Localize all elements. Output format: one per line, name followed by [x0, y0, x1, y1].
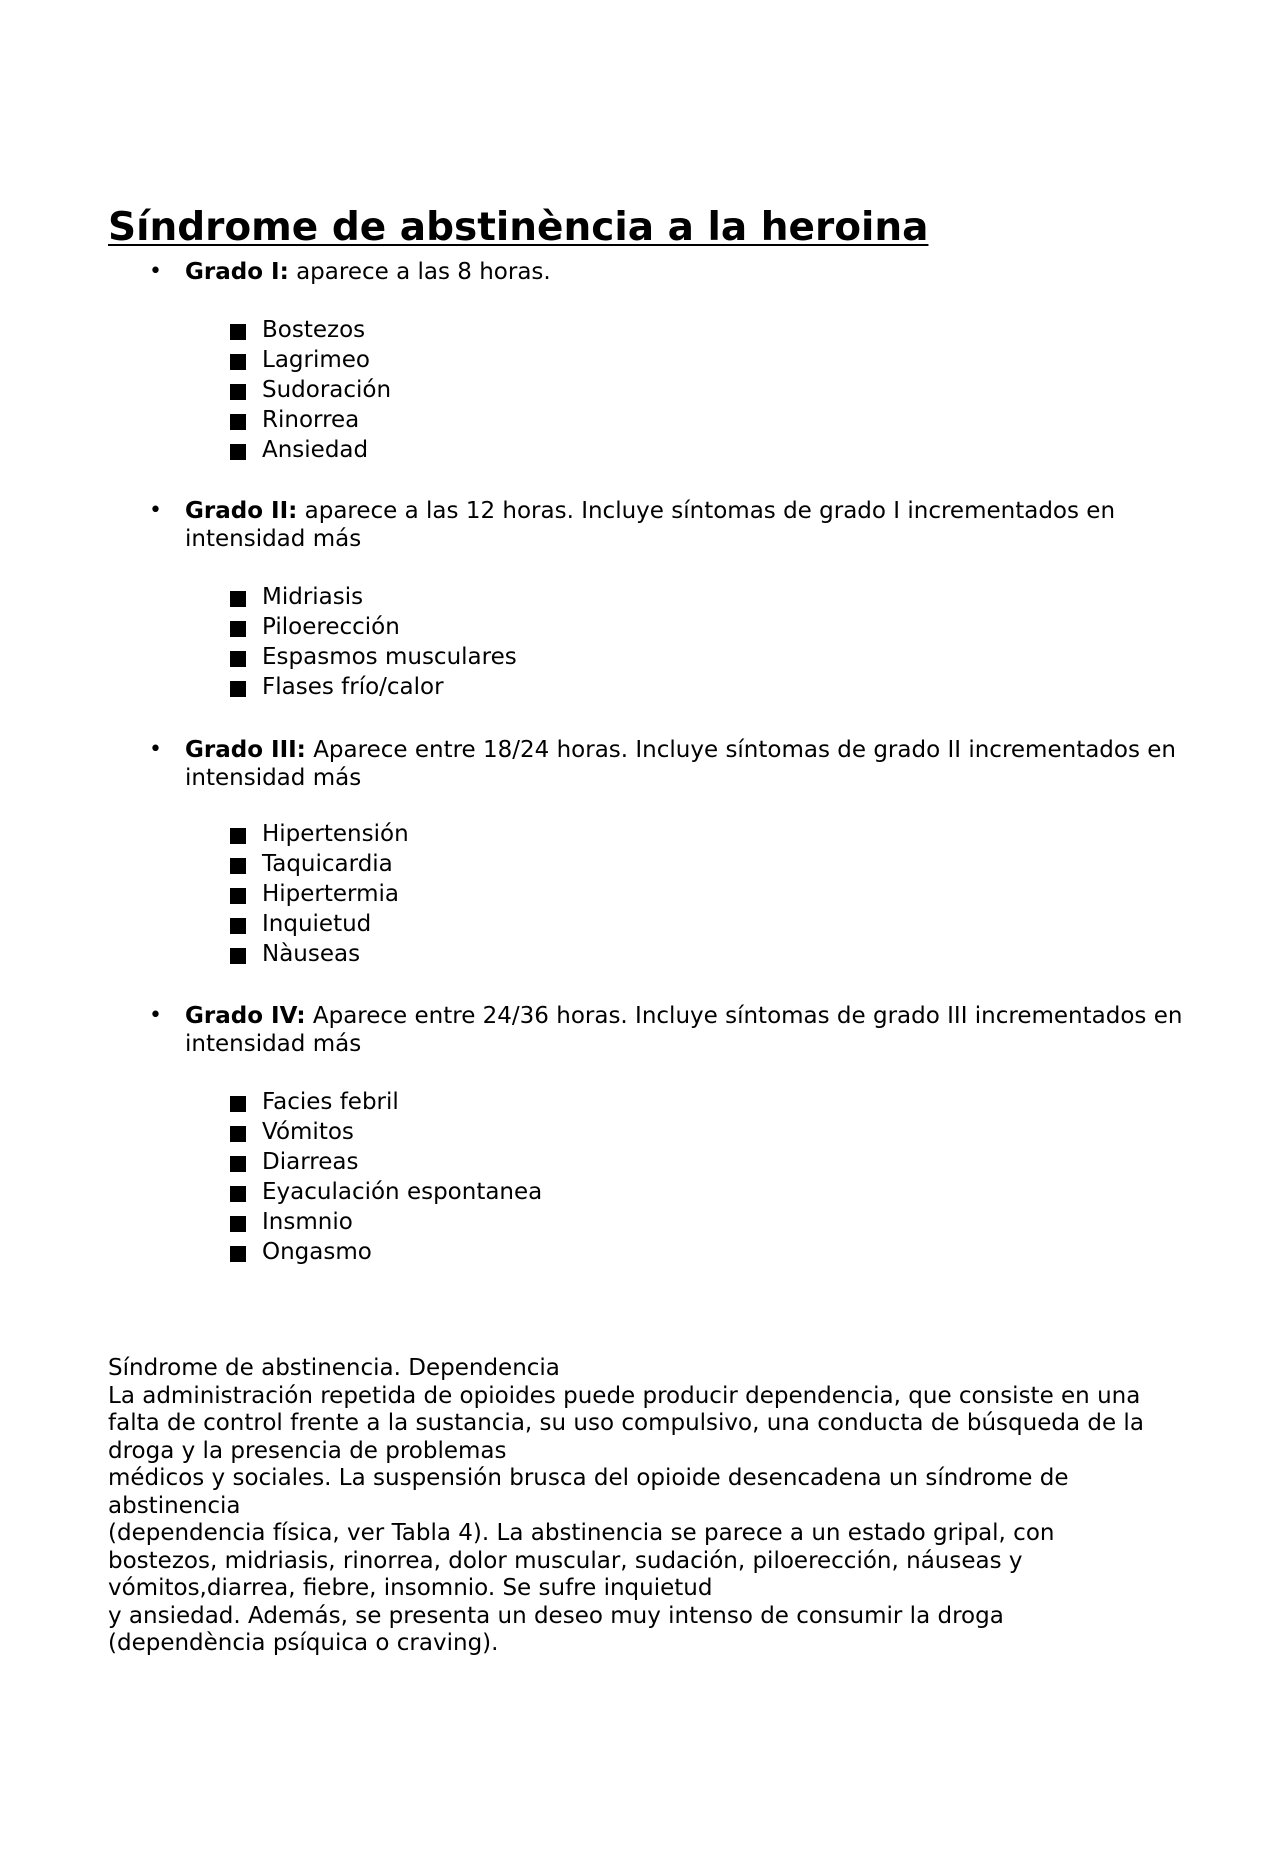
grade-description	[185, 258, 1185, 286]
symptom-label: Ansiedad	[262, 437, 369, 463]
symptom-label: Hipertermia	[262, 881, 400, 907]
symptom-item	[0, 849, 1280, 879]
bullet-icon: •	[149, 737, 162, 762]
paragraph-line: droga y la presencia de problemas	[108, 1437, 507, 1464]
square-bullet-icon	[230, 948, 246, 964]
grade-text: aparece a las 8 horas.	[288, 259, 551, 285]
symptom-item	[0, 672, 1280, 702]
grade-label: Grado II:	[185, 498, 298, 524]
symptom-item	[0, 435, 1280, 465]
grade-text: Aparece entre 24/36 horas. Incluye síntomas de grado III incrementados en intensidad más	[185, 1003, 1183, 1057]
grade-label: Grado III:	[185, 737, 306, 763]
square-bullet-icon	[230, 888, 246, 904]
square-bullet-icon	[230, 1126, 246, 1142]
symptom-label: Eyaculación espontanea	[262, 1179, 543, 1205]
symptom-item	[0, 375, 1280, 405]
symptom-label: Lagrimeo	[262, 347, 370, 373]
symptom-list	[0, 1087, 1280, 1267]
grade-text: Aparece entre 18/24 horas. Incluye síntomas de grado II incrementados en intensidad más	[185, 737, 1176, 791]
bullet-icon: •	[149, 259, 162, 284]
square-bullet-icon	[230, 444, 246, 460]
dependence-paragraph	[108, 1355, 1188, 1658]
square-bullet-icon	[230, 828, 246, 844]
paragraph-line: La administración repetida de opioides puede producir dependencia, que consiste en una	[108, 1382, 1141, 1409]
symptom-label: Sudoración	[262, 377, 392, 403]
symptom-item	[0, 1207, 1280, 1237]
square-bullet-icon	[230, 858, 246, 874]
grade-description	[185, 497, 1185, 553]
symptom-item	[0, 1147, 1280, 1177]
square-bullet-icon	[230, 1156, 246, 1172]
symptom-item	[0, 879, 1280, 909]
symptom-label: Piloerección	[262, 614, 400, 640]
paragraph-line: vómitos,diarrea, fiebre, insomnio. Se sufre inquietud	[108, 1575, 713, 1601]
symptom-list	[0, 819, 1280, 969]
square-bullet-icon	[230, 591, 246, 607]
symptom-list	[0, 582, 1280, 702]
symptom-label: Diarreas	[262, 1149, 359, 1175]
symptom-item	[0, 1117, 1280, 1147]
symptom-item	[0, 1087, 1280, 1117]
square-bullet-icon	[230, 681, 246, 697]
symptom-label: Taquicardia	[262, 851, 393, 877]
square-bullet-icon	[230, 1096, 246, 1112]
symptom-item	[0, 909, 1280, 939]
symptom-item	[0, 819, 1280, 849]
paragraph-line: y ansiedad. Además, se presenta un deseo muy intenso de consumir la droga	[108, 1602, 1004, 1629]
symptom-item	[0, 315, 1280, 345]
symptom-item	[0, 582, 1280, 612]
square-bullet-icon	[230, 354, 246, 370]
symptom-item	[0, 642, 1280, 672]
symptom-item	[0, 612, 1280, 642]
symptom-label: Facies febril	[262, 1089, 399, 1115]
square-bullet-icon	[230, 1186, 246, 1202]
symptom-item	[0, 345, 1280, 375]
grade-label: Grado I:	[185, 259, 289, 285]
symptom-label: Midriasis	[262, 584, 364, 610]
symptom-list	[0, 315, 1280, 465]
bullet-icon: •	[149, 498, 162, 523]
document-title: Síndrome de abstinència a la heroina	[108, 205, 929, 250]
symptom-item	[0, 939, 1280, 969]
grade-label: Grado IV:	[185, 1003, 306, 1029]
square-bullet-icon	[230, 1216, 246, 1232]
symptom-label: Flases frío/calor	[262, 674, 444, 700]
symptom-item	[0, 1177, 1280, 1207]
square-bullet-icon	[230, 384, 246, 400]
symptom-label: Espasmos musculares	[262, 644, 517, 670]
symptom-item	[0, 1237, 1280, 1267]
symptom-label: Bostezos	[262, 317, 366, 343]
symptom-label: Nàuseas	[262, 941, 361, 967]
grade-description	[185, 1002, 1185, 1058]
bullet-icon: •	[149, 1003, 162, 1028]
grade-description	[185, 736, 1185, 792]
square-bullet-icon	[230, 324, 246, 340]
symptom-label: Ongasmo	[262, 1239, 372, 1265]
symptom-label: Vómitos	[262, 1119, 354, 1145]
symptom-item	[0, 405, 1280, 435]
square-bullet-icon	[230, 621, 246, 637]
paragraph-line: (dependencia física, ver Tabla 4). La abstinencia se parece a un estado gripal, con	[108, 1520, 1055, 1546]
paragraph-line: abstinencia	[108, 1492, 241, 1519]
grade-text: aparece a las 12 horas. Incluye síntomas de grado I incrementados en intensidad más	[185, 498, 1116, 552]
square-bullet-icon	[230, 414, 246, 430]
symptom-label: Insmnio	[262, 1209, 353, 1235]
square-bullet-icon	[230, 1246, 246, 1262]
paragraph-line: bostezos, midriasis, rinorrea, dolor muscular, sudación, piloerección, náuseas y	[108, 1547, 1023, 1574]
symptom-label: Hipertensión	[262, 821, 409, 847]
paragraph-line: Síndrome de abstinencia. Dependencia	[108, 1355, 560, 1381]
symptom-label: Inquietud	[262, 911, 372, 937]
paragraph-line: (dependència psíquica o craving).	[108, 1630, 499, 1656]
paragraph-line: médicos y sociales. La suspensión brusca del opioide desencadena un síndrome de	[108, 1465, 1069, 1491]
square-bullet-icon	[230, 651, 246, 667]
symptom-label: Rinorrea	[262, 407, 360, 433]
paragraph-line: falta de control frente a la sustancia, su uso compulsivo, una conducta de búsqueda de la	[108, 1410, 1144, 1436]
square-bullet-icon	[230, 918, 246, 934]
